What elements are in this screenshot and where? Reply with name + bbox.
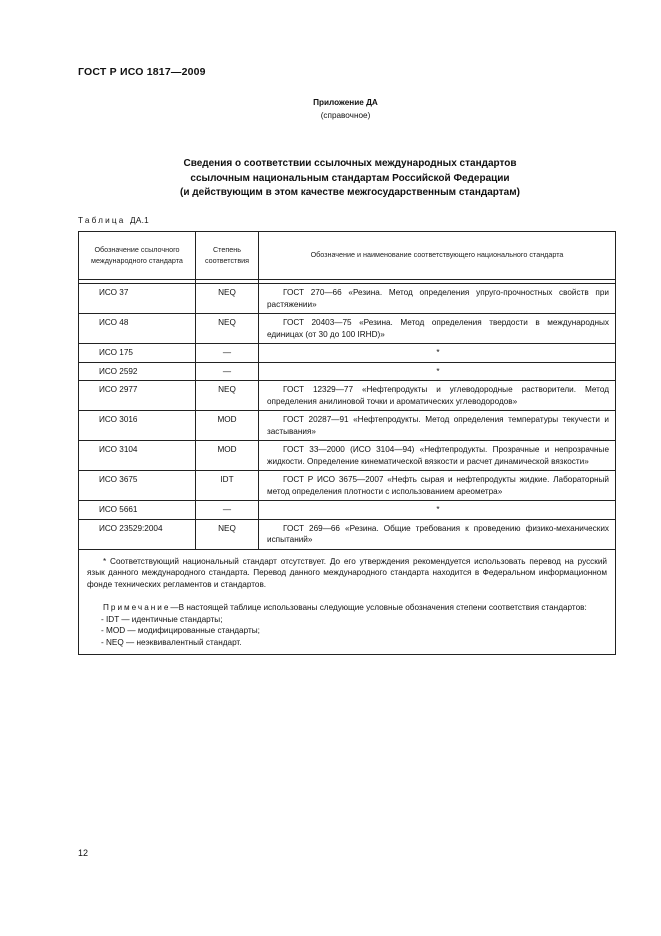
note-text: —В настоящей таблице использованы следующие условные обозначения степени соответствия стандартов: <box>170 602 587 612</box>
degree-cell: MOD <box>196 441 259 471</box>
page-number: 12 <box>78 848 89 858</box>
annex-heading <box>0 96 661 122</box>
national-cell: ГОСТ 270—66 «Резина. Метод определения упруго-прочностных свойств при растяжении» <box>259 284 616 314</box>
main-title-line-3: (и действующим в этом качестве межгосударственным стандартам) <box>180 187 520 198</box>
table-label <box>78 216 149 225</box>
footnote: * Соответствующий национальный стандарт отсутствует. До его утверждения рекомендуется использовать перевод на русский язык данного международного стандарта. Перевод данного международного стандарта находится в Федеральном информационном фонде технических регламентов и стандартов. <box>87 556 607 590</box>
degree-cell: — <box>196 362 259 381</box>
table-label-prefix: Таблица <box>78 216 126 225</box>
main-title-line-2: ссылочным национальным стандартам Российской Федерации <box>190 172 510 184</box>
reference-cell: ИСО 175 <box>79 344 196 363</box>
table-row <box>79 344 616 363</box>
national-cell: ГОСТ 20287—91 «Нефтепродукты. Метод определения температуры текучести и застывания» <box>259 411 616 441</box>
degree-cell: NEQ <box>196 314 259 344</box>
legend-item-idt: - IDT — идентичные стандарты; <box>101 614 223 624</box>
main-title <box>120 157 580 201</box>
reference-cell: ИСО 5661 <box>79 501 196 520</box>
table-row <box>79 411 616 441</box>
reference-cell: ИСО 23529:2004 <box>79 519 196 549</box>
header-national-standard: Обозначение и наименование соответствующего национального стандарта <box>259 232 616 280</box>
main-title-line-1: Сведения о соответствии ссылочных международных стандартов <box>183 158 517 169</box>
note-paragraph <box>87 602 607 614</box>
table-header-row <box>79 232 616 280</box>
national-cell: ГОСТ 12329—77 «Нефтепродукты и углеводородные растворители. Метод определения анилиновой точки и ароматических углеводородов» <box>259 381 616 411</box>
correspondence-table <box>78 231 616 655</box>
table-notes <box>79 549 616 655</box>
annex-title: Приложение ДА <box>313 98 378 107</box>
table-row <box>79 314 616 344</box>
legend-item-neq: - NEQ — неэквивалентный стандарт. <box>101 637 242 647</box>
reference-cell: ИСО 37 <box>79 284 196 314</box>
document-code: ГОСТ Р ИСО 1817—2009 <box>78 66 206 78</box>
table-row <box>79 519 616 549</box>
reference-cell: ИСО 3675 <box>79 471 196 501</box>
degree-cell: MOD <box>196 411 259 441</box>
degree-cell: IDT <box>196 471 259 501</box>
header-reference-standard: Обозначение ссылочного международного стандарта <box>79 232 196 280</box>
national-cell: * <box>259 501 616 520</box>
reference-cell: ИСО 2592 <box>79 362 196 381</box>
table-row <box>79 362 616 381</box>
degree-cell: — <box>196 344 259 363</box>
degree-cell: NEQ <box>196 284 259 314</box>
national-cell: * <box>259 362 616 381</box>
table-row <box>79 381 616 411</box>
national-cell: ГОСТ Р ИСО 3675—2007 «Нефть сырая и нефтепродукты жидкие. Лабораторный метод определения плотности с использованием ареометра» <box>259 471 616 501</box>
legend-list <box>87 614 607 649</box>
table-row <box>79 471 616 501</box>
reference-cell: ИСО 48 <box>79 314 196 344</box>
degree-cell: NEQ <box>196 381 259 411</box>
note-label: Примечание <box>103 602 171 612</box>
degree-cell: NEQ <box>196 519 259 549</box>
reference-cell: ИСО 2977 <box>79 381 196 411</box>
table-label-number: ДА.1 <box>130 216 150 225</box>
reference-cell: ИСО 3104 <box>79 441 196 471</box>
national-cell: ГОСТ 269—66 «Резина. Общие требования к проведению физико-механических испытаний» <box>259 519 616 549</box>
table-notes-row <box>79 549 616 655</box>
reference-cell: ИСО 3016 <box>79 411 196 441</box>
national-cell: ГОСТ 33—2000 (ИСО 3104—94) «Нефтепродукты. Прозрачные и непрозрачные жидкости. Определение кинематической вязкости и расчет динамической вязкости» <box>259 441 616 471</box>
header-degree: Степень соответствия <box>196 232 259 280</box>
table-row <box>79 441 616 471</box>
legend-item-mod: - MOD — модифицированные стандарты; <box>101 626 260 636</box>
table-row <box>79 501 616 520</box>
national-cell: ГОСТ 20403—75 «Резина. Метод определения твердости в международных единицах (от 30 до 100 IRHD)» <box>259 314 616 344</box>
degree-cell: — <box>196 501 259 520</box>
national-cell: * <box>259 344 616 363</box>
annex-subtitle: (справочное) <box>320 111 371 120</box>
table-row <box>79 284 616 314</box>
